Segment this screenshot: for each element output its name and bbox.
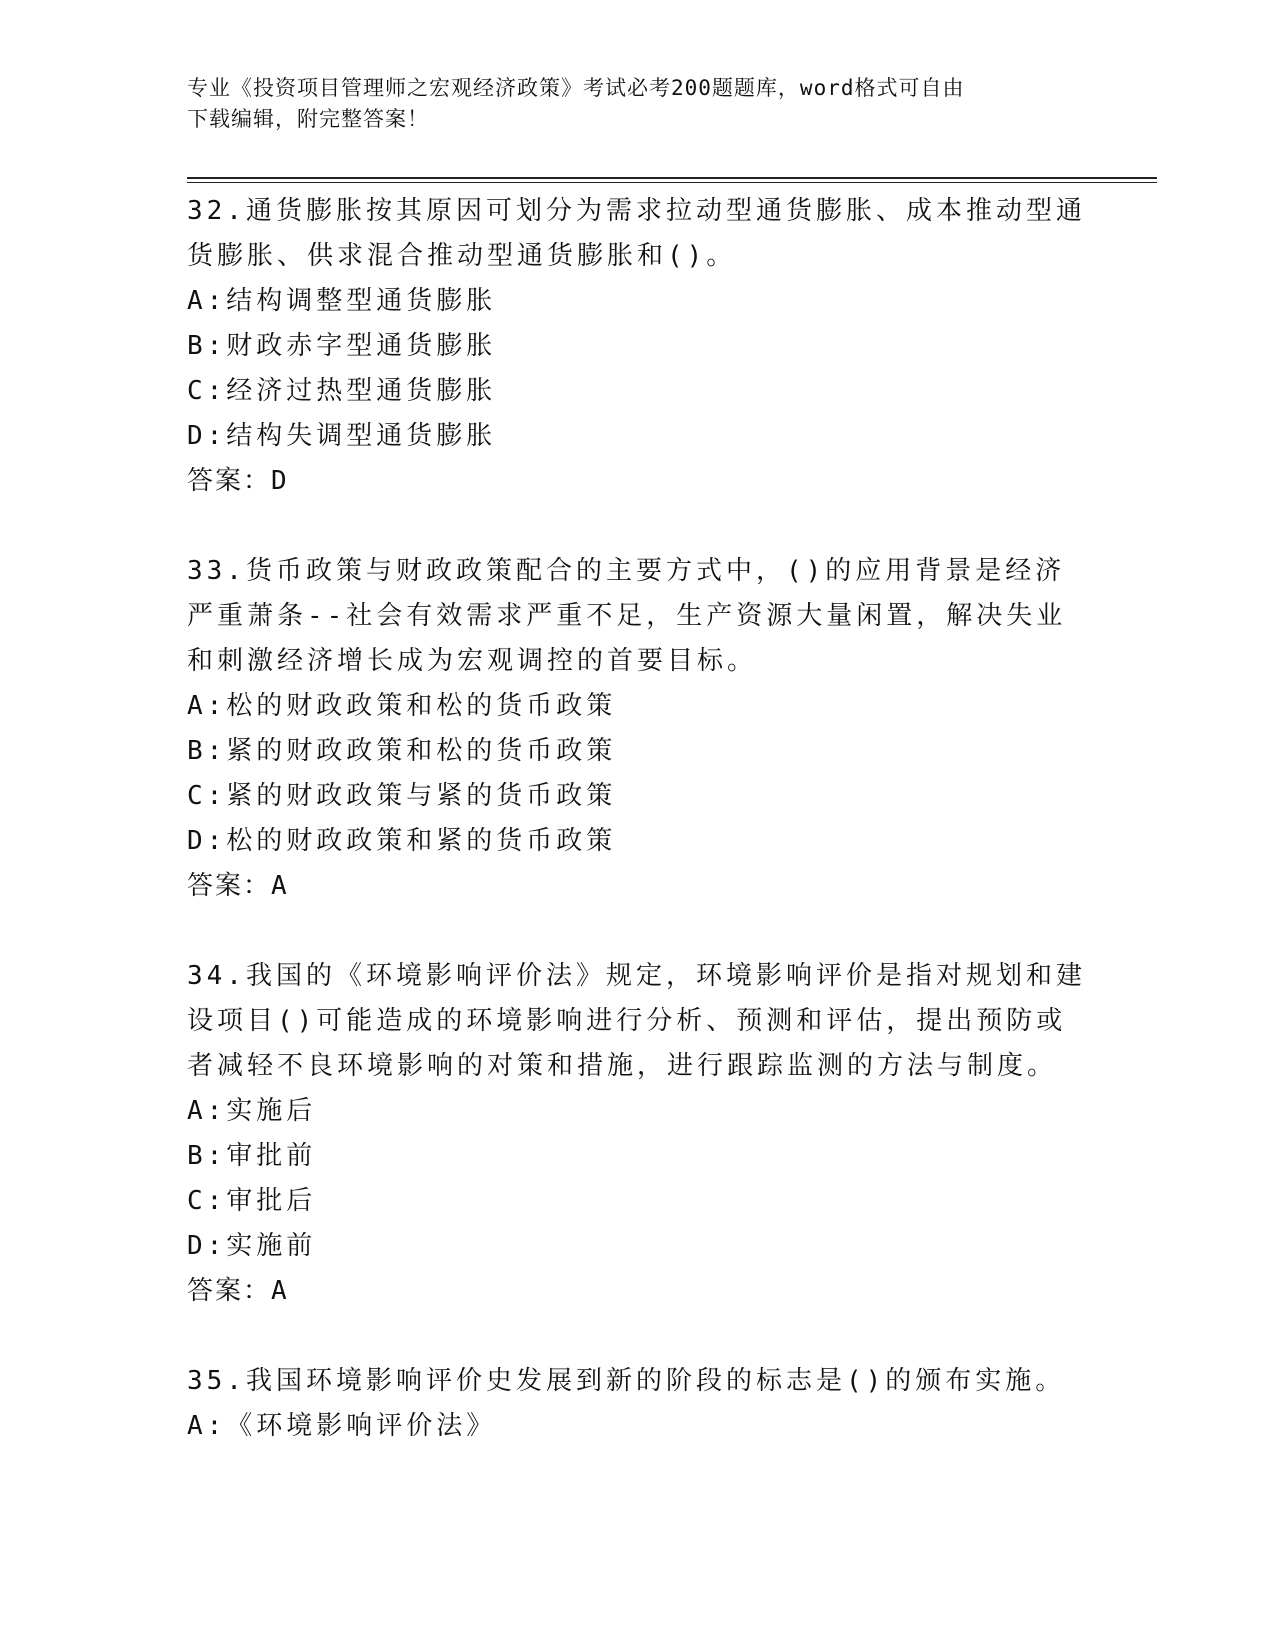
option-d: D:结构失调型通货膨胀 [187, 421, 497, 451]
option-d: D:松的财政政策和紧的货币政策 [187, 826, 617, 856]
option-d: D:实施前 [187, 1231, 317, 1261]
answer: 答案：A [187, 871, 289, 901]
question-stem: 35.我国环境影响评价史发展到新的阶段的标志是()的颁布实施。 [187, 1366, 1066, 1396]
option-a: A:结构调整型通货膨胀 [187, 286, 497, 316]
option-a: A:松的财政政策和松的货币政策 [187, 691, 617, 721]
option-b: B:财政赤字型通货膨胀 [187, 331, 497, 361]
document-header [187, 73, 1087, 135]
header-divider-thick [187, 177, 1157, 179]
header-divider-thin [187, 182, 1157, 183]
answer: 答案：A [187, 1276, 289, 1306]
option-a: A:《环境影响评价法》 [187, 1411, 497, 1441]
question-stem: 34.我国的《环境影响评价法》规定，环境影响评价是指对规划和建设项目()可能造成的环境影响进行分析、预测和评估，提出预防或者减轻不良环境影响的对策和措施，进行跟踪监测的方法与制度。 [187, 961, 1086, 1081]
question-34 [187, 954, 1087, 1314]
question-33 [187, 549, 1087, 909]
question-list [187, 189, 1087, 1494]
option-c: C:经济过热型通货膨胀 [187, 376, 497, 406]
option-a: A:实施后 [187, 1096, 317, 1126]
header-line-1: 专业《投资项目管理师之宏观经济政策》考试必考200题题库，word格式可自由 [187, 76, 965, 100]
option-c: C:审批后 [187, 1186, 317, 1216]
option-b: B:审批前 [187, 1141, 317, 1171]
option-b: B:紧的财政政策和松的货币政策 [187, 736, 617, 766]
question-32 [187, 189, 1087, 504]
answer: 答案：D [187, 466, 289, 496]
question-stem: 32.通货膨胀按其原因可划分为需求拉动型通货膨胀、成本推动型通货膨胀、供求混合推动型通货膨胀和()。 [187, 196, 1086, 271]
question-35 [187, 1359, 1087, 1449]
option-c: C:紧的财政政策与紧的货币政策 [187, 781, 617, 811]
header-line-2: 下载编辑，附完整答案！ [187, 107, 429, 131]
question-stem: 33.货币政策与财政政策配合的主要方式中，()的应用背景是经济严重萧条--社会有效需求严重不足，生产资源大量闲置，解决失业和刺激经济增长成为宏观调控的首要目标。 [187, 556, 1067, 676]
